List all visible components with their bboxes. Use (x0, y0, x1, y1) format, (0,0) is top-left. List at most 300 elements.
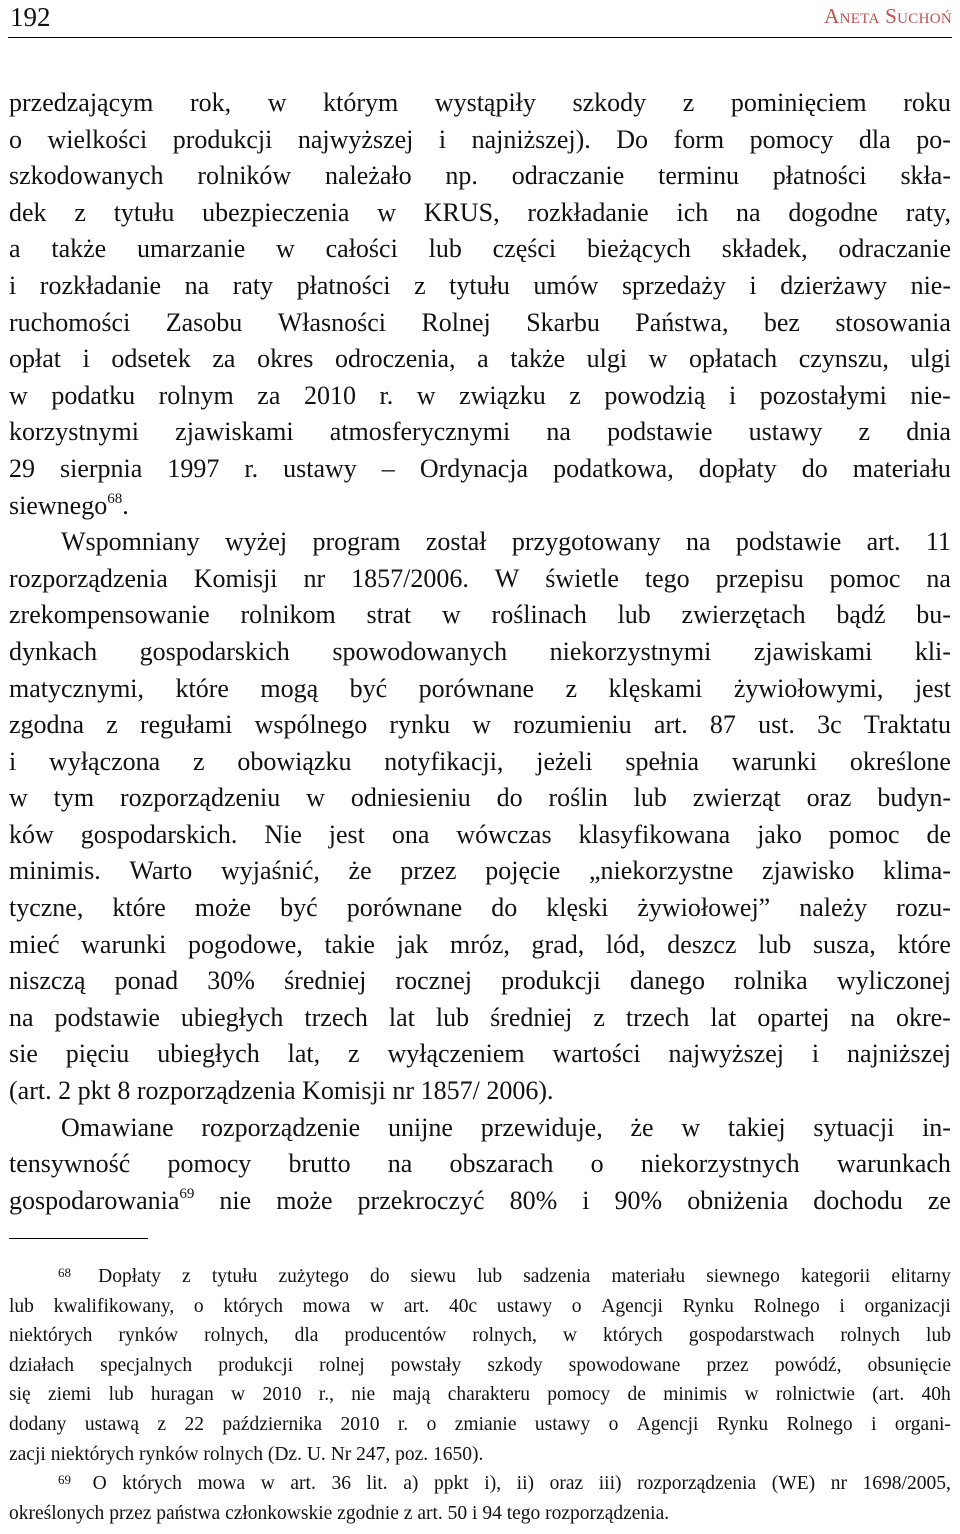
word: być (280, 893, 318, 923)
word: niektórych (50, 1443, 139, 1465)
word: art. (403, 1295, 430, 1317)
word: rynków (118, 1325, 179, 1347)
word: do (369, 1266, 390, 1287)
word: porównane (346, 893, 463, 923)
word: organizacji (864, 1295, 951, 1317)
word: obniżenia (687, 1185, 789, 1215)
word: Państwa, (635, 307, 729, 337)
word: czynszu, (798, 344, 889, 374)
word: charakteru (447, 1384, 530, 1406)
word: ustawy (534, 1413, 591, 1435)
word: rozporządzenia. (545, 1502, 670, 1524)
word: bu- (916, 600, 951, 630)
word: lub (108, 1384, 134, 1406)
word: w (370, 1295, 385, 1317)
word: płatności (296, 270, 391, 300)
word: matycznymi, (9, 673, 145, 703)
word: obowiązku (237, 746, 352, 776)
word: szkody (572, 88, 647, 117)
word: a (9, 234, 21, 264)
footnote-ref: 69 (179, 1185, 195, 1202)
word: najwyższej (297, 124, 414, 154)
word: wówczas (456, 819, 552, 849)
word: gospodarstwach (688, 1325, 815, 1347)
word: niekorzystnymi (549, 636, 712, 666)
word: Traktatu (863, 710, 951, 740)
word: lat, (287, 1039, 321, 1069)
word: sierpnia (60, 453, 143, 483)
word: i (839, 1295, 845, 1317)
word: dopłaty (698, 453, 777, 483)
word: ruchomości (9, 307, 131, 337)
word: art. (653, 710, 688, 740)
word: działach (9, 1354, 74, 1376)
word: rolnika (734, 966, 808, 996)
word: (WE) (771, 1473, 816, 1495)
word: 90% (614, 1185, 663, 1215)
word: KRUS, (423, 197, 500, 227)
word: 2010 (340, 1413, 380, 1435)
word: brutto (288, 1149, 351, 1179)
word: Komisji (193, 563, 278, 593)
word: z (403, 1502, 418, 1524)
word: wielkości (47, 124, 148, 154)
word: w (276, 234, 295, 264)
body-line (9, 561, 951, 598)
word: ubiegłych (180, 1002, 284, 1032)
word: ustawą (84, 1413, 139, 1435)
word: się (9, 1384, 31, 1406)
word: 1698/2005, (862, 1473, 951, 1495)
word: ze (927, 1185, 951, 1215)
word: lub (758, 929, 792, 959)
word: ust. (758, 710, 795, 740)
word: na (387, 1149, 413, 1179)
word: zwierząt (692, 783, 781, 813)
word: raty, (905, 197, 951, 227)
word: zacji (9, 1443, 51, 1465)
word: szkodowanych (9, 161, 164, 191)
word: atmosferycznymi (329, 417, 511, 447)
word: bez (763, 307, 800, 337)
word: odraczanie (511, 161, 625, 191)
word: raty (232, 270, 274, 300)
word: rozporządzenia (9, 563, 168, 593)
word: dochodu (813, 1185, 903, 1215)
word: pomoc (828, 819, 900, 849)
word: r., (318, 1384, 334, 1406)
word: kategorii (800, 1266, 871, 1287)
word: lub (477, 1266, 503, 1287)
word: O (92, 1473, 107, 1495)
word: rolników (197, 161, 292, 191)
footnote-line (9, 1440, 951, 1470)
word: „niekorzystne (588, 856, 734, 886)
word: do (491, 893, 518, 923)
word: tyczne, (9, 893, 84, 923)
word: być (349, 673, 388, 703)
word: jest (328, 819, 365, 849)
word: których (223, 1295, 283, 1317)
word: huragan (150, 1384, 214, 1406)
word: ulgi (910, 344, 951, 374)
word: i (9, 270, 17, 300)
word: rozporządzeniu (120, 783, 281, 813)
word: żywiołowej” (637, 893, 771, 923)
word: określonych (9, 1502, 110, 1524)
word: w (9, 783, 28, 813)
word: o (193, 1295, 204, 1317)
word: elitarny (891, 1266, 951, 1287)
word: tytułu (211, 1266, 258, 1287)
body-line (9, 634, 951, 671)
word: nie- (910, 380, 951, 410)
word: minimis. (9, 856, 101, 886)
page-header (10, 0, 952, 34)
word: takiej (727, 1112, 786, 1142)
word: w (562, 1325, 577, 1347)
word: na (546, 417, 571, 447)
word: rolnictwie (775, 1384, 855, 1406)
word: przygotowany (511, 527, 661, 557)
word: kwalifikowany, (53, 1295, 175, 1317)
word: do (496, 783, 523, 813)
word: przekroczyć (357, 1185, 485, 1215)
body-line (9, 305, 951, 342)
word: w (377, 197, 396, 227)
word: lat (710, 1002, 737, 1032)
word: które (112, 893, 166, 923)
word: odroczenia, (334, 344, 456, 374)
word: grad, (531, 929, 585, 959)
word: do (801, 453, 828, 483)
word: rok, (189, 88, 232, 117)
word: i (871, 1413, 877, 1435)
word: specjalnych (100, 1354, 193, 1376)
word: Dopłaty (98, 1266, 161, 1287)
word: pomocy (167, 1149, 252, 1179)
word: nr (830, 1473, 847, 1495)
word: tytułu (113, 197, 175, 227)
body-line (9, 158, 951, 195)
word: przewiduje, (480, 1112, 603, 1142)
word: 50 (447, 1502, 473, 1524)
word: sie (9, 1039, 38, 1069)
word: o (571, 1295, 582, 1317)
word: dzierżawy (780, 270, 888, 300)
word: z (593, 1002, 605, 1032)
word: Nr (330, 1443, 357, 1465)
word: wyliczonej (836, 966, 951, 996)
word: Zasobu (165, 307, 243, 337)
word: 22 (184, 1413, 204, 1435)
word: Agencji (601, 1295, 663, 1317)
footnote-line (9, 1380, 951, 1410)
word: spełnia (625, 746, 700, 776)
word: tym (53, 783, 95, 813)
word: rozporządzenia (637, 1473, 757, 1495)
word: świetle (545, 563, 619, 593)
word: bądź (836, 600, 886, 630)
word: Warto (129, 856, 193, 886)
word: rocznej (395, 966, 472, 996)
word: okres (257, 344, 314, 374)
word: pojęcie (485, 856, 561, 886)
word: którym (323, 88, 399, 117)
word: de (627, 1384, 646, 1406)
word: które (897, 929, 951, 959)
word: za (212, 344, 236, 374)
word: także (510, 344, 566, 374)
word: rolnych, (204, 1325, 269, 1347)
word: wyłączona (49, 746, 161, 776)
word: pięciu (65, 1039, 130, 1069)
word: 87 (709, 710, 736, 740)
word: jest (914, 673, 951, 703)
word: odraczanie (838, 234, 951, 264)
word: ków (9, 819, 54, 849)
word: (art. (872, 1384, 905, 1406)
word: oraz (806, 783, 852, 813)
word: W (494, 563, 520, 593)
word: pomoc (829, 563, 901, 593)
word: 40h (921, 1384, 951, 1406)
body-line (9, 1183, 951, 1220)
word: w (648, 344, 668, 374)
word: z (106, 710, 118, 740)
word: a (477, 344, 489, 374)
word: w (744, 1384, 759, 1406)
body-line (9, 378, 951, 415)
word: zjawiskami (753, 636, 873, 666)
word: podatku (51, 380, 136, 410)
word: zużytego (278, 1266, 349, 1287)
word: ich (676, 197, 709, 227)
word: klima- (883, 856, 951, 886)
word: materiału (611, 1266, 686, 1287)
word: o (608, 1413, 619, 1435)
word: klęskami (608, 673, 703, 703)
word: 2010 (262, 1384, 302, 1406)
word: obsunięcie (867, 1354, 951, 1376)
word: w (681, 1112, 701, 1142)
word: jak (396, 929, 429, 959)
word: na (685, 527, 711, 557)
word: produkcji (172, 124, 273, 154)
word: produkcji (501, 966, 601, 996)
word: bieżących (586, 234, 691, 264)
word: w (231, 1384, 246, 1406)
word: których (603, 1325, 663, 1347)
word: siewnego (706, 1266, 780, 1287)
word: (art. (9, 1076, 59, 1106)
body-line (9, 268, 951, 305)
word: 1997 (167, 453, 220, 483)
word: ii) (516, 1473, 535, 1495)
word: zwierzętach (681, 600, 806, 630)
word: niektórych (9, 1325, 93, 1347)
word: lub (435, 1002, 470, 1032)
word: nie- (910, 270, 951, 300)
word: Nie (264, 819, 302, 849)
word: rozkładanie (39, 270, 162, 300)
body-line (9, 488, 951, 525)
word: jeżeli (536, 746, 593, 776)
word: takie (324, 929, 375, 959)
word: 36 (331, 1473, 351, 1495)
word: państwa (156, 1502, 226, 1524)
word: wspólnego (254, 710, 368, 740)
word: nr (392, 1076, 421, 1106)
body-line (9, 817, 951, 854)
word: art. (866, 527, 901, 557)
word: całości (325, 234, 398, 264)
word: mowa (197, 1473, 246, 1495)
word: opłatach (689, 344, 778, 374)
word: z (414, 270, 426, 300)
word: dodany (9, 1413, 67, 1435)
word: ustawy (283, 453, 357, 483)
body-line (9, 195, 951, 232)
word: rozporządzenie (201, 1112, 361, 1142)
body-line (9, 780, 951, 817)
word: Rynku (682, 1295, 734, 1317)
body-line (9, 341, 951, 378)
word: warunki (81, 929, 167, 959)
word: obszarach (449, 1149, 554, 1179)
word: zrekompensowanie (9, 600, 210, 630)
body-line (9, 927, 951, 964)
word: rozu- (896, 893, 951, 923)
word: jako (757, 819, 802, 849)
word: pozostałymi (759, 380, 887, 410)
word: sprzedaży (621, 270, 726, 300)
word: Agencji (636, 1413, 699, 1435)
footnote-line (9, 1410, 951, 1440)
body-line (9, 890, 951, 927)
body-line (9, 85, 951, 122)
body-line (9, 1073, 951, 1110)
word: z (193, 746, 205, 776)
word: i (729, 380, 737, 410)
word: warunkach (836, 1149, 951, 1179)
word: rolnych (203, 1443, 268, 1465)
word: terminu (658, 161, 739, 191)
word: tego (644, 563, 690, 593)
footnote-ref: 68 (107, 490, 123, 507)
word: Omawiane (61, 1112, 174, 1142)
word: składek, (721, 234, 808, 264)
word: lub (633, 783, 667, 813)
word: 80% (509, 1185, 558, 1215)
word: 2 (58, 1076, 78, 1106)
word: dla (858, 124, 891, 154)
word: form (673, 124, 725, 154)
word: rynków (138, 1443, 204, 1465)
word: skła- (900, 161, 951, 191)
word: ona (391, 819, 430, 849)
word: płatności (772, 161, 867, 191)
word: ponad (114, 966, 179, 996)
word: 247, (356, 1443, 396, 1465)
word: lat (388, 1002, 415, 1032)
word: 2006). (486, 1076, 554, 1106)
word: należy (799, 893, 868, 923)
word: Wspomniany (61, 527, 200, 557)
word: szkody (487, 1354, 543, 1376)
word: rolnych (840, 1325, 900, 1347)
word: że (348, 856, 372, 886)
word: odsetek (111, 344, 191, 374)
word: (Dz. (267, 1443, 307, 1465)
word: Do (616, 124, 649, 154)
word: opartej (757, 1002, 830, 1032)
word: Rolnego (753, 1295, 820, 1317)
word: średniej (490, 1002, 573, 1032)
word: określone (849, 746, 951, 776)
word: także (51, 234, 107, 264)
word: 8 (117, 1076, 137, 1106)
word: podstawie (607, 417, 713, 447)
word: producentów (344, 1325, 447, 1347)
word: 3c (817, 710, 842, 740)
word: tensywność (9, 1149, 131, 1179)
word: sytuacji (813, 1112, 895, 1142)
body-line (9, 853, 951, 890)
body-line (9, 707, 951, 744)
word: których (122, 1473, 182, 1495)
footnote-line (9, 1469, 951, 1499)
body-line (9, 122, 951, 159)
body-line (9, 1110, 951, 1147)
word: Własności (277, 307, 387, 337)
word: ubiegłych (157, 1039, 260, 1069)
word: i (582, 1185, 590, 1215)
word: siewnego$^{68}$. (9, 490, 129, 520)
word: Ordynacja (419, 453, 529, 483)
word: trzech (625, 1002, 690, 1032)
footnote-line (9, 1262, 951, 1292)
word: 29 (9, 453, 35, 483)
word: 40c (448, 1295, 478, 1317)
word: stosowania (835, 307, 951, 337)
word: 2010 (303, 380, 356, 410)
word: na (9, 1002, 34, 1032)
word: Rynku (716, 1413, 769, 1435)
word: o (426, 1413, 437, 1435)
word: niszczą (9, 966, 86, 996)
word: budyn- (877, 783, 951, 813)
word: ustawy (496, 1295, 553, 1317)
word: oraz (549, 1473, 584, 1495)
word: Rolnego (786, 1413, 853, 1435)
word: części (492, 234, 557, 264)
word: lit. (366, 1473, 388, 1495)
word: z (858, 417, 871, 447)
word: w (9, 380, 28, 410)
word: lód, (605, 929, 646, 959)
word: i (811, 1039, 820, 1069)
word: umów (533, 270, 599, 300)
word: klęski (546, 893, 609, 923)
word: mają (392, 1384, 431, 1406)
word: w (472, 710, 492, 740)
word: z (74, 197, 86, 227)
word: w (267, 88, 287, 117)
word: mowa (302, 1295, 351, 1317)
word: wyżej (225, 527, 288, 557)
word: i (82, 344, 90, 374)
